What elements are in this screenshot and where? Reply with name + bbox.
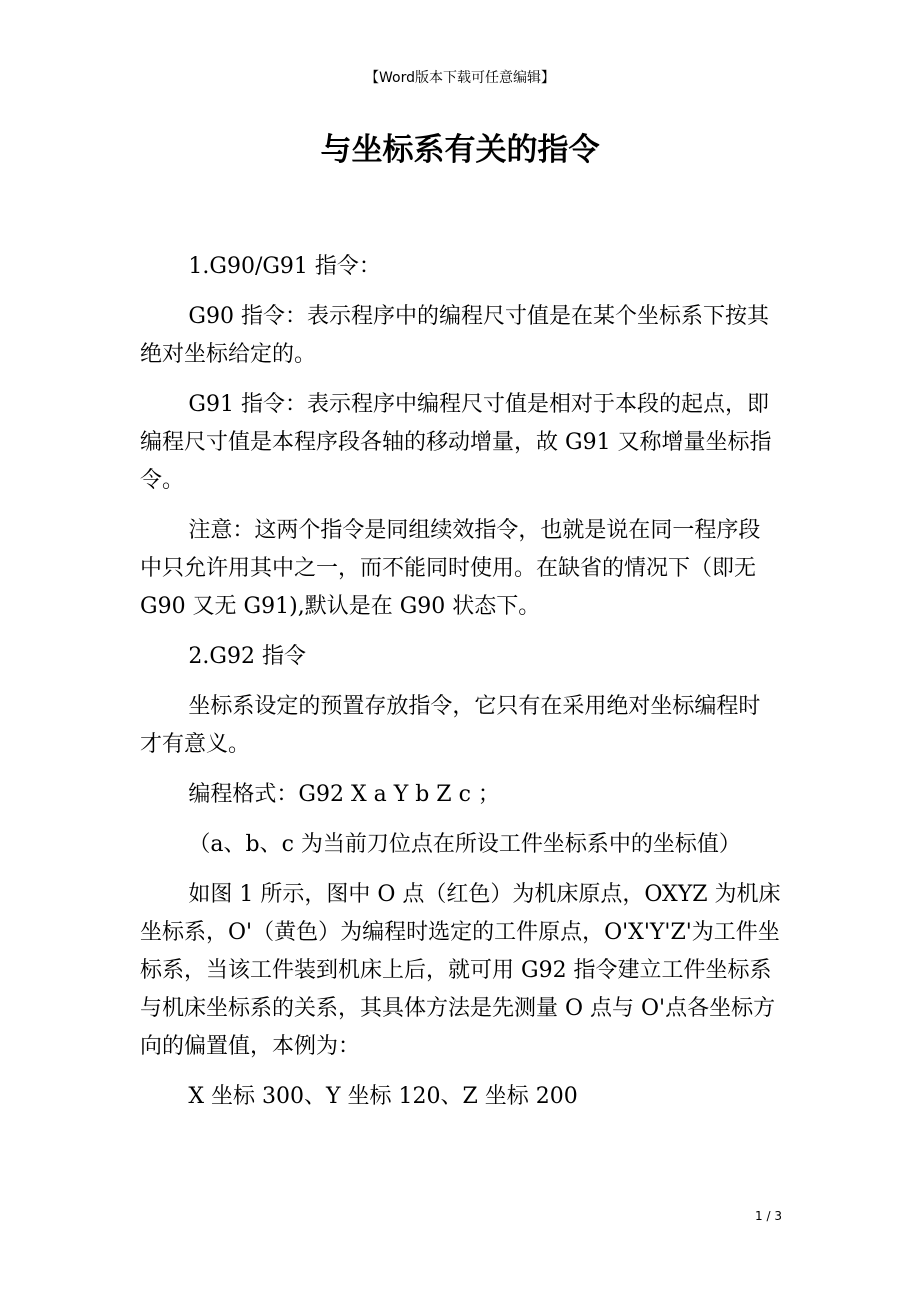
page-number: 1 / 3: [755, 1209, 782, 1223]
paragraph-g92-definition: 坐标系设定的预置存放指令，它只有在采用绝对坐标编程时才有意义。: [140, 694, 761, 757]
section-heading-g90-g91: 1.G90/G91 指令：: [188, 254, 381, 279]
document-title: 与坐标系有关的指令: [320, 132, 600, 168]
paragraph-g91-definition: G91 指令：表示程序中编程尺寸值是相对于本段的起点，即编程尺寸值是本程序段各轴的移动增量，故 G91 又称增量坐标指令。: [140, 392, 772, 493]
document-body: [140, 248, 782, 1128]
header-note: 【Word版本下载可任意编辑】: [365, 70, 555, 86]
paragraph-offset-values: X 坐标 300、Y 坐标 120、Z 坐标 200: [188, 1084, 578, 1109]
paragraph-format-explanation: （a、b、c 为当前刀位点在所设工件坐标系中的坐标值）: [188, 832, 741, 857]
paragraph-note: 注意：这两个指令是同组续效指令，也就是说在同一程序段中只允许用其中之一，而不能同时使用。在缺省的情况下（即无 G90 又无 G91),默认是在 G90 状态下。: [140, 518, 761, 619]
paragraph-program-format: 编程格式：G92 X a Y b Z c ；: [188, 782, 500, 807]
section-heading-g92: 2.G92 指令: [188, 644, 306, 669]
paragraph-figure-description: 如图 1 所示，图中 O 点（红色）为机床原点，OXYZ 为机床坐标系，O'（黄色）为编程时选定的工件原点，O'X'Y'Z'为工件坐标系，当该工件装到机床上后，就可用 G92 指令建立工件坐标系与机床坐标系的关系，其具体方法是先测量 O 点与 O'点各坐标方向的偏置值，本例为：: [140, 882, 781, 1059]
paragraph-g90-definition: G90 指令：表示程序中的编程尺寸值是在某个坐标系下按其绝对坐标给定的。: [140, 304, 769, 367]
